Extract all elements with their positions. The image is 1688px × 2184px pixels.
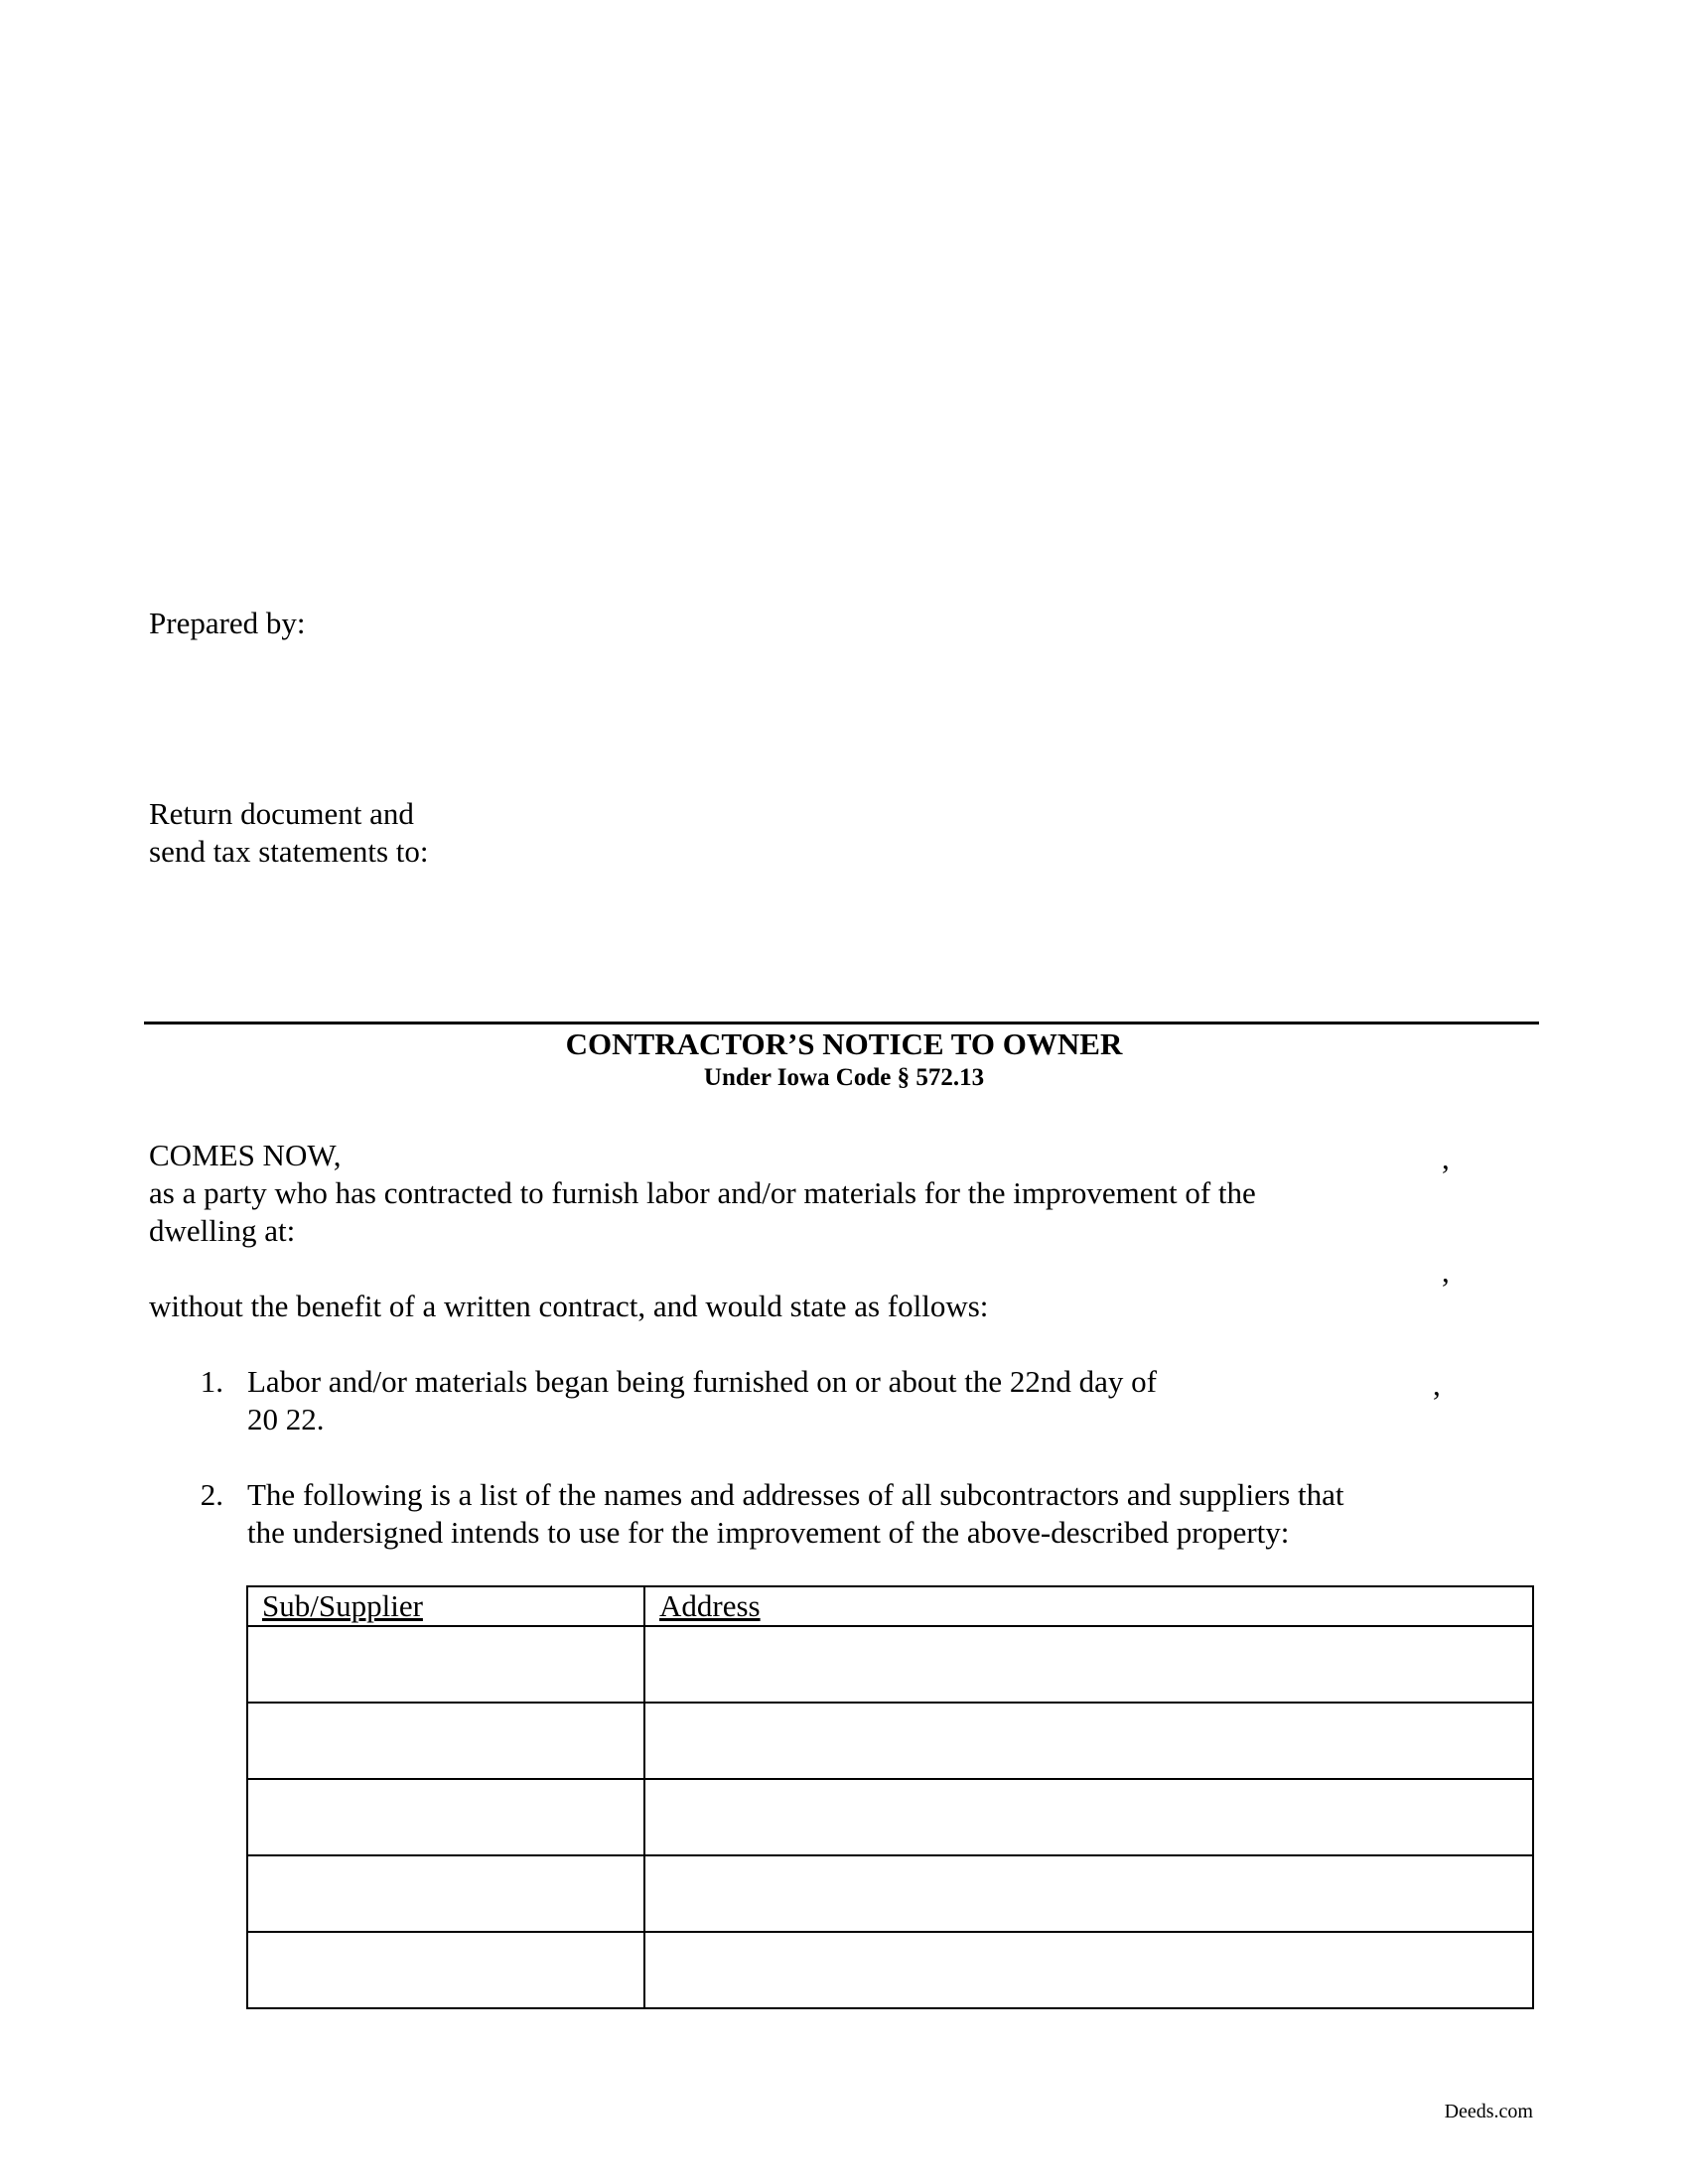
blank-comma-2: , <box>1442 1254 1450 1289</box>
blank-comma-3: , <box>1433 1367 1441 1402</box>
address-cell <box>644 1626 1533 1703</box>
table-row <box>247 1932 1533 2008</box>
comes-now-text: COMES NOW, <box>149 1138 342 1172</box>
address-cell <box>644 1703 1533 1779</box>
supplier-cell <box>247 1855 644 1932</box>
list-item-2-line2: the undersigned intends to use for the improvement of the above-described property: <box>247 1515 1290 1550</box>
header-address-label: Address <box>659 1588 761 1623</box>
contract-party-text: as a party who has contracted to furnish labor and/or materials for the improvement of the <box>149 1175 1256 1210</box>
notice-subtitle: Under Iowa Code § 572.13 <box>703 1064 985 1091</box>
list-item-number-1: 1. <box>200 1364 223 1399</box>
address-cell <box>644 1932 1533 2008</box>
table-header-row <box>247 1586 1533 1626</box>
list-item-number-2: 2. <box>200 1477 223 1512</box>
address-cell <box>644 1855 1533 1932</box>
header-sub-supplier-label: Sub/Supplier <box>262 1588 423 1623</box>
supplier-cell <box>247 1779 644 1855</box>
list-item-1-line2: 20 22. <box>247 1402 325 1436</box>
list-item-2-line1: The following is a list of the names and addresses of all subcontractors and suppliers that <box>247 1477 1344 1512</box>
address-cell <box>644 1779 1533 1855</box>
supplier-cell <box>247 1932 644 2008</box>
table-row <box>247 1855 1533 1932</box>
prepared-by-label: Prepared by: <box>149 606 306 640</box>
written-contract-text: without the benefit of a written contract, and would state as follows: <box>149 1289 989 1323</box>
supplier-cell <box>247 1703 644 1779</box>
supplier-table <box>246 1585 1534 2009</box>
blank-comma-1: , <box>1442 1141 1450 1175</box>
notice-title: CONTRACTOR’S NOTICE TO OWNER <box>565 1026 1123 1061</box>
table-row <box>247 1779 1533 1855</box>
header-sub-supplier <box>247 1586 644 1626</box>
section-divider <box>144 1022 1539 1024</box>
header-address <box>644 1586 1533 1626</box>
table-row <box>247 1626 1533 1703</box>
supplier-cell <box>247 1626 644 1703</box>
list-item-1-line1: Labor and/or materials began being furnished on or about the 22nd day of <box>247 1364 1157 1399</box>
return-document-label-line2: send tax statements to: <box>149 834 429 869</box>
dwelling-at-text: dwelling at: <box>149 1213 296 1248</box>
footer-source: Deeds.com <box>1444 2101 1533 2122</box>
table-row <box>247 1703 1533 1779</box>
return-document-label-line1: Return document and <box>149 796 414 831</box>
